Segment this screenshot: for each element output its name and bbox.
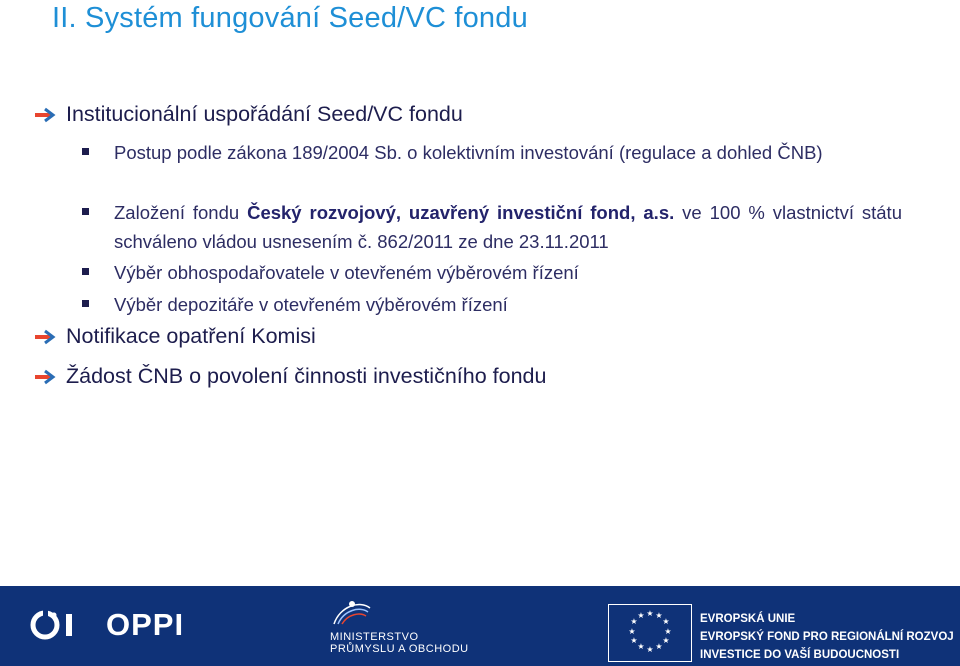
arrow-right-icon (34, 369, 58, 385)
svg-text:★: ★ (646, 609, 654, 618)
svg-text:★: ★ (646, 645, 654, 654)
section-item (34, 102, 463, 127)
eu-line-2: EVROPSKÝ FOND PRO REGIONÁLNÍ ROZVOJ (700, 631, 954, 643)
ministry-line-1: MINISTERSTVO (330, 631, 419, 643)
arrow-right-icon (34, 107, 58, 123)
list-item (82, 258, 902, 287)
svg-text:★: ★ (655, 642, 663, 651)
footer-bar (0, 586, 960, 666)
section-label: Institucionální uspořádání Seed/VC fondu (66, 102, 463, 126)
section-item (34, 364, 546, 389)
oppi-label: OPPI (106, 607, 185, 642)
list-item (82, 198, 902, 256)
oppi-logo-icon (30, 606, 92, 644)
square-bullet-icon (82, 300, 89, 307)
svg-text:★: ★ (630, 617, 638, 626)
eu-stars (609, 605, 691, 661)
list-item (82, 138, 902, 167)
eu-text-block (700, 610, 954, 664)
square-bullet-icon (82, 208, 89, 215)
svg-text:★: ★ (664, 627, 672, 636)
eu-line-1: EVROPSKÁ UNIE (700, 613, 796, 625)
svg-text:★: ★ (655, 611, 663, 620)
oppi-logo (30, 606, 184, 644)
page-title: II. Systém fungování Seed/VC fondu (52, 2, 528, 34)
fund-name: Český rozvojový, uzavřený investiční fond, a.s. (247, 202, 675, 223)
svg-text:★: ★ (662, 617, 670, 626)
list-item-text-post: ve 100 % vlastnictví státu schváleno vládou usnesením č. 862/2011 ze dne 23.11.2011 (114, 202, 902, 252)
svg-text:★: ★ (637, 611, 645, 620)
svg-text:★: ★ (628, 627, 636, 636)
list-item-text: Výběr depozitáře v otevřeném výběrovém řízení (114, 294, 508, 315)
section-item (34, 324, 316, 349)
ministry-line-2: PRŮMYSLU A OBCHODU (330, 643, 469, 655)
svg-text:★: ★ (637, 642, 645, 651)
square-bullet-icon (82, 148, 89, 155)
list-item-text: Postup podle zákona 189/2004 Sb. o kolektivním investování (regulace a dohled ČNB) (114, 142, 823, 163)
list-item-text-pre: Založení fondu (114, 202, 248, 223)
svg-text:★: ★ (630, 636, 638, 645)
section-label: Žádost ČNB o povolení činnosti investičního fondu (66, 364, 547, 388)
list-item-text: Výběr obhospodařovatele v otevřeném výběrovém řízení (114, 262, 579, 283)
eu-line-3: INVESTICE DO VAŠÍ BUDOUCNOSTI (700, 649, 900, 661)
list-item-text (114, 198, 902, 256)
ministry-logo (330, 598, 469, 655)
mpo-logo-icon (330, 598, 374, 626)
arrow-right-icon (34, 329, 58, 345)
square-bullet-icon (82, 268, 89, 275)
svg-text:★: ★ (662, 636, 670, 645)
eu-flag-icon (608, 604, 692, 662)
section-label: Notifikace opatření Komisi (66, 324, 316, 348)
list-item (82, 290, 902, 319)
